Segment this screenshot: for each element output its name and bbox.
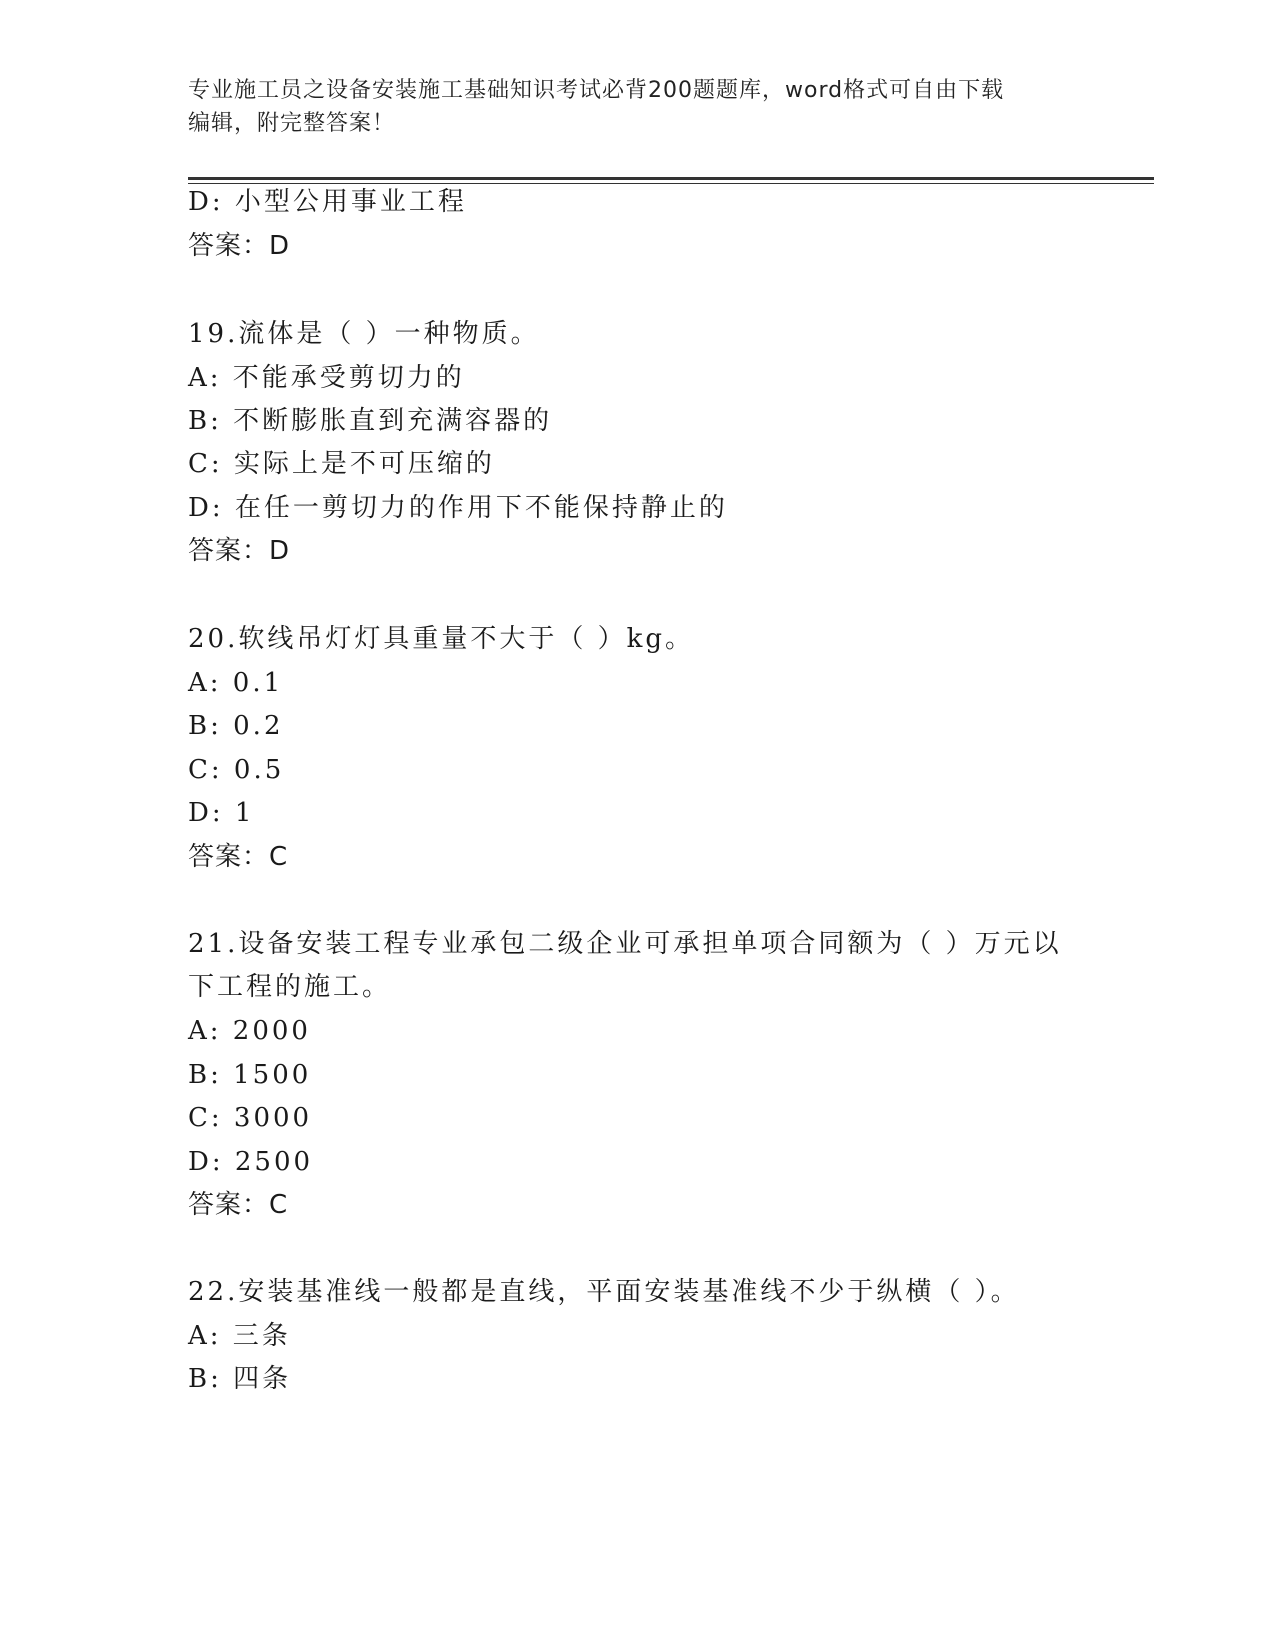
q19-option-b: B: 不断膨胀直到充满容器的 [188,406,553,436]
q21-option-c: C: 3000 [188,1103,313,1133]
q19-question: 19.流体是（ ）一种物质。 [188,319,540,349]
q21-option-d: D: 2500 [188,1147,314,1177]
document-header [188,74,1088,140]
q21-option-a: A: 2000 [188,1016,311,1046]
q22-option-b: B: 四条 [188,1364,292,1394]
q19-option-d: D: 在任一剪切力的作用下不能保持静止的 [188,493,728,523]
q20-option-b: B: 0.2 [188,711,284,741]
q21-question-line-2: 下工程的施工。 [188,972,392,1002]
q19-option-c: C: 实际上是不可压缩的 [188,449,495,479]
q20-option-c: C: 0.5 [188,755,285,785]
q20-question: 20.软线吊灯灯具重量不大于（ ）kg。 [188,624,695,654]
header-divider-thin [188,183,1154,184]
q22-question: 22.安装基准线一般都是直线，平面安装基准线不少于纵横（ ）。 [188,1277,1020,1307]
q21-answer: 答案：C [188,1190,289,1220]
header-title-line-1: 专业施工员之设备安装施工基础知识考试必背200题题库，word格式可自由下载 [188,78,1005,103]
q18-option-d: D: 小型公用事业工程 [188,187,467,217]
q18-answer: 答案：D [188,231,291,261]
q21-option-b: B: 1500 [188,1060,312,1090]
q19-answer: 答案：D [188,536,291,566]
q22-option-a: A: 三条 [188,1321,291,1351]
header-title-line-2: 编辑，附完整答案！ [188,111,396,136]
q20-option-a: A: 0.1 [188,668,284,698]
header-divider-thick [188,177,1154,180]
q20-answer: 答案：C [188,842,289,872]
q20-option-d: D: 1 [188,798,255,828]
q19-option-a: A: 不能承受剪切力的 [188,363,465,393]
q21-question-line-1: 21.设备安装工程专业承包二级企业可承担单项合同额为（ ）万元以 [188,929,1062,959]
